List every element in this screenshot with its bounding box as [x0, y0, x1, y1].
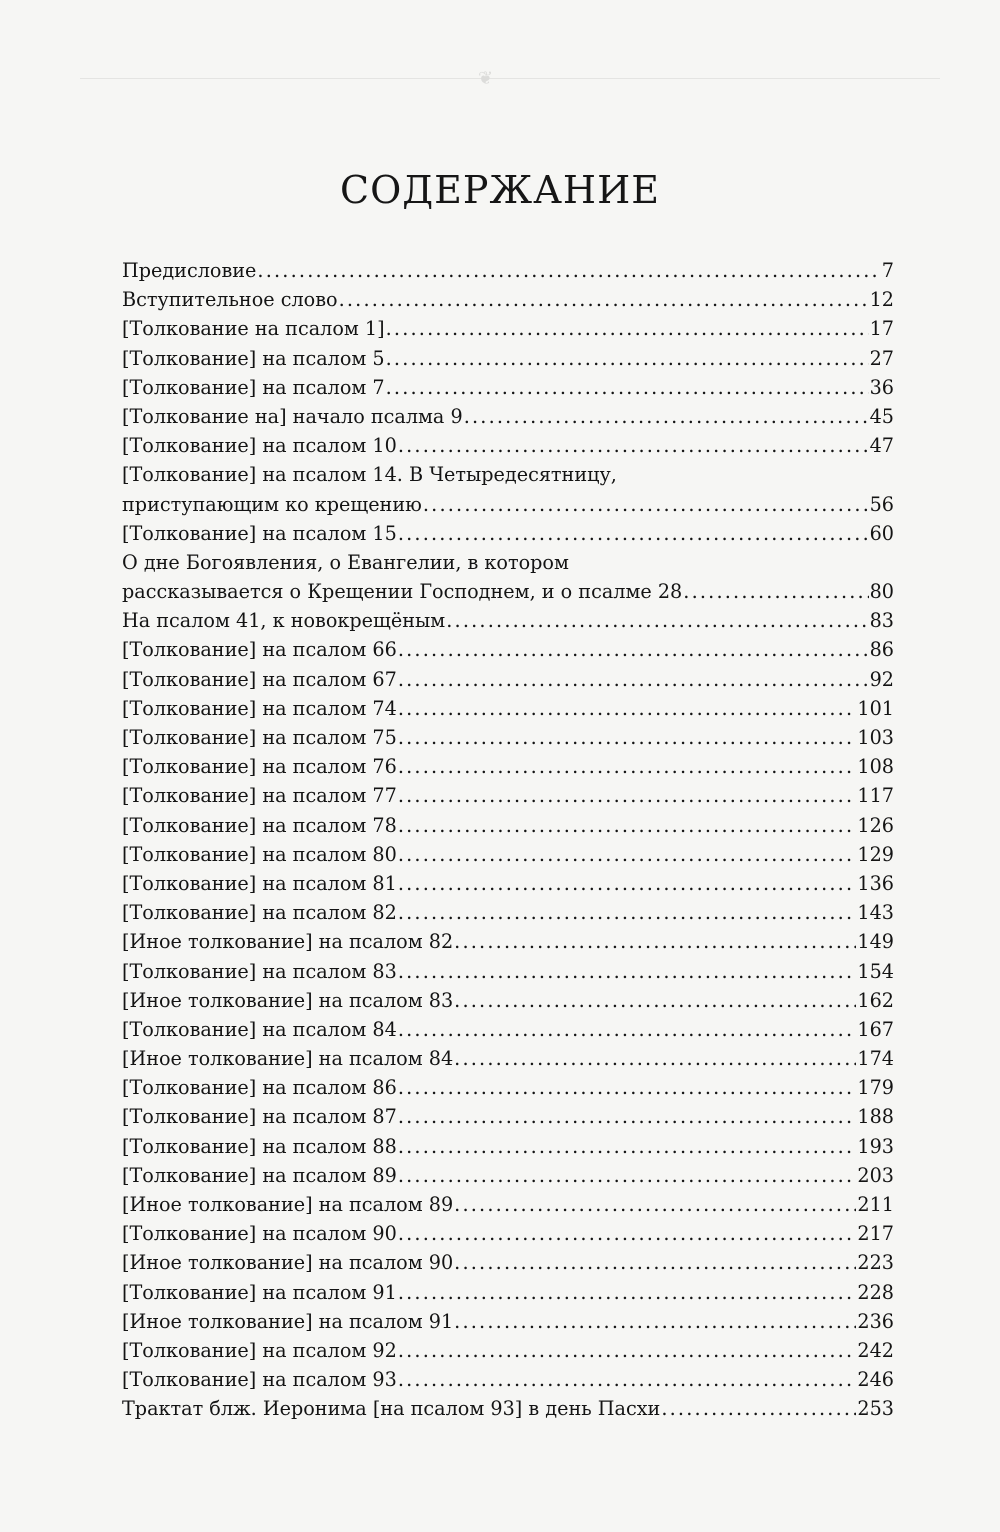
toc-entry[interactable] [122, 1132, 894, 1161]
toc-entry-title-line2: приступающим ко крещению [122, 492, 422, 516]
toc-entry[interactable] [122, 927, 894, 956]
dot-leader [339, 285, 869, 314]
toc-entry[interactable] [122, 840, 894, 869]
toc-entry-title: [Толкование на псалом 1] [122, 317, 385, 341]
dot-leader [661, 1394, 856, 1423]
dot-leader [386, 314, 869, 343]
toc-entry-page: 179 [857, 1076, 894, 1100]
toc-entry-title: [Толкование] на псалом 82 [122, 901, 397, 925]
toc-entry[interactable] [122, 665, 894, 694]
toc-entry-page: 193 [857, 1134, 894, 1158]
dot-leader [683, 577, 868, 606]
toc-entry[interactable] [122, 1248, 894, 1277]
dot-leader [398, 1365, 857, 1394]
dot-leader [423, 490, 869, 519]
toc-entry-page: 217 [857, 1222, 894, 1246]
toc-entry[interactable] [122, 1307, 894, 1336]
dot-leader [398, 1278, 857, 1307]
toc-entry-page: 228 [857, 1280, 894, 1304]
toc-entry-title: [Иное толкование] на псалом 89 [122, 1193, 454, 1217]
toc-entry-title: [Иное толкование] на псалом 83 [122, 988, 454, 1012]
dot-leader [398, 957, 857, 986]
toc-entry-page: 223 [857, 1251, 894, 1275]
toc-entry-page: 86 [869, 638, 894, 662]
toc-entry[interactable] [122, 1073, 894, 1102]
toc-entry-title: [Толкование] на псалом 7 [122, 375, 385, 399]
dot-leader [454, 927, 856, 956]
toc-entry-title: Предисловие [122, 259, 257, 282]
toc-entry[interactable] [122, 256, 894, 285]
toc-entry-title-line1: О дне Богоявления, о Евангелии, в котором [122, 550, 569, 574]
toc-entry[interactable] [122, 1015, 894, 1044]
toc-entry-title: [Толкование] на псалом 5 [122, 346, 385, 370]
toc-entry-title: [Толкование] на псалом 84 [122, 1017, 397, 1041]
toc-entry-page: 12 [869, 288, 894, 312]
toc-entry-page: 27 [869, 346, 894, 370]
toc-entry-page: 167 [857, 1017, 894, 1041]
dot-leader [398, 869, 857, 898]
toc-entry-title-line2: рассказывается о Крещении Господнем, и о псалме 28 [122, 580, 683, 604]
dot-leader [454, 1248, 856, 1277]
toc-entry-title: [Иное толкование] на псалом 84 [122, 1047, 454, 1071]
dot-leader [464, 402, 869, 431]
toc-entry[interactable] [122, 811, 894, 840]
dot-leader [398, 635, 869, 664]
dot-leader [398, 723, 857, 752]
ornament-icon: ❦ [478, 68, 494, 89]
dot-leader [398, 1102, 857, 1131]
dot-leader [398, 519, 869, 548]
header-rule [80, 78, 940, 79]
toc-entry-title: [Толкование] на псалом 10 [122, 434, 397, 458]
dot-leader [398, 781, 857, 810]
toc-entry-page: 236 [857, 1309, 894, 1333]
page-title: СОДЕРЖАНИЕ [340, 168, 660, 212]
toc-entry[interactable] [122, 957, 894, 986]
toc-entry-page: 143 [857, 901, 894, 925]
toc-entry-title: [Толкование] на псалом 89 [122, 1163, 397, 1187]
toc-entry-page: 154 [857, 959, 894, 983]
toc-entry-title: [Толкование] на псалом 88 [122, 1134, 397, 1158]
toc-entry[interactable] [122, 548, 894, 606]
toc-entry-title: Трактат блж. Иеронима [на псалом 93] в день Пасхи [122, 1397, 661, 1421]
toc-entry-page: 253 [857, 1397, 894, 1421]
toc-entry-title: [Толкование] на псалом 67 [122, 667, 397, 691]
toc-entry[interactable] [122, 752, 894, 781]
dot-leader [398, 1336, 857, 1365]
dot-leader [398, 1219, 857, 1248]
toc-entry[interactable] [122, 431, 894, 460]
toc-entry-page: 246 [857, 1368, 894, 1392]
toc-entry-page: 45 [869, 404, 894, 428]
toc-entry-title: [Толкование] на псалом 78 [122, 813, 397, 837]
toc-entry-page: 149 [857, 930, 894, 954]
toc-entry[interactable] [122, 373, 894, 402]
toc-entry-page: 108 [857, 755, 894, 779]
dot-leader [386, 344, 869, 373]
dot-leader [398, 665, 869, 694]
toc-entry[interactable] [122, 460, 894, 518]
toc-entry[interactable] [122, 606, 894, 635]
toc-entry-page: 103 [857, 726, 894, 750]
toc-entry-page: 117 [857, 784, 894, 808]
dot-leader [398, 898, 857, 927]
toc-entry[interactable] [122, 694, 894, 723]
toc-entry-title: [Толкование] на псалом 76 [122, 755, 397, 779]
toc-entry-title: [Толкование на] начало псалма 9 [122, 404, 463, 428]
toc-entry[interactable] [122, 314, 894, 343]
dot-leader [398, 1015, 857, 1044]
toc-entry[interactable] [122, 1278, 894, 1307]
dot-leader [257, 256, 880, 285]
toc-entry-page: 211 [857, 1193, 894, 1217]
toc-entry-title: [Толкование] на псалом 92 [122, 1338, 397, 1362]
toc-entry-title: [Толкование] на псалом 81 [122, 871, 397, 895]
toc-entry-page: 136 [857, 871, 894, 895]
dot-leader [454, 1044, 856, 1073]
toc-entry[interactable] [122, 723, 894, 752]
toc-entry[interactable] [122, 1336, 894, 1365]
dot-leader [454, 1190, 856, 1219]
toc-entry[interactable] [122, 898, 894, 927]
toc-entry-page: 203 [857, 1163, 894, 1187]
dot-leader [398, 1132, 857, 1161]
toc-entry-title: [Толкование] на псалом 93 [122, 1368, 397, 1392]
toc-entry-page: 242 [857, 1338, 894, 1362]
toc-entry[interactable] [122, 635, 894, 664]
dot-leader [386, 373, 869, 402]
toc-entry-page: 17 [869, 317, 894, 341]
toc-entry[interactable] [122, 1394, 894, 1423]
toc-entry[interactable] [122, 285, 894, 314]
toc-entry-title: [Толкование] на псалом 83 [122, 959, 397, 983]
toc-entry-page: 60 [869, 521, 894, 545]
dot-leader [454, 986, 856, 1015]
toc-entry[interactable] [122, 1365, 894, 1394]
toc-entry[interactable] [122, 344, 894, 373]
toc-entry-page: 7 [881, 259, 894, 282]
toc-entry-title: [Толкование] на псалом 15 [122, 521, 397, 545]
toc-entry[interactable] [122, 869, 894, 898]
toc-entry-page: 83 [869, 609, 894, 633]
toc-entry-title: На псалом 41, к новокрещёным [122, 609, 446, 633]
toc-entry[interactable] [122, 1102, 894, 1131]
toc-entry-title: [Толкование] на псалом 75 [122, 726, 397, 750]
dot-leader [398, 431, 869, 460]
toc-entry-title: [Иное толкование] на псалом 91 [122, 1309, 454, 1333]
toc-entry-title: [Иное толкование] на псалом 82 [122, 930, 454, 954]
toc-entry[interactable] [122, 781, 894, 810]
dot-leader [454, 1307, 856, 1336]
dot-leader [398, 694, 857, 723]
toc-entry-page: 162 [857, 988, 894, 1012]
toc-entry-title: Вступительное слово [122, 288, 338, 312]
toc-entry[interactable] [122, 1190, 894, 1219]
toc-entry-title: [Толкование] на псалом 87 [122, 1105, 397, 1129]
toc-entry-page: 101 [857, 696, 894, 720]
dot-leader [398, 1161, 857, 1190]
toc-entry-page: 92 [869, 667, 894, 691]
dot-leader [398, 811, 857, 840]
toc-entry[interactable] [122, 1161, 894, 1190]
toc-entry-page: 80 [869, 580, 894, 604]
toc-entry-page: 129 [857, 842, 894, 866]
toc-entry[interactable] [122, 519, 894, 548]
table-of-contents [122, 256, 894, 1424]
dot-leader [446, 606, 868, 635]
toc-entry-page: 36 [869, 375, 894, 399]
toc-entry[interactable] [122, 986, 894, 1015]
toc-entry[interactable] [122, 402, 894, 431]
dot-leader [398, 840, 857, 869]
toc-entry[interactable] [122, 1044, 894, 1073]
toc-entry-title: [Толкование] на псалом 80 [122, 842, 397, 866]
toc-entry-title-line1: [Толкование] на псалом 14. В Четыредесятницу, [122, 463, 617, 487]
toc-entry-page: 56 [869, 492, 894, 516]
toc-entry-title: [Толкование] на псалом 74 [122, 696, 397, 720]
toc-entry-page: 174 [857, 1047, 894, 1071]
toc-entry-page: 126 [857, 813, 894, 837]
toc-entry-title: [Толкование] на псалом 91 [122, 1280, 397, 1304]
dot-leader [398, 1073, 857, 1102]
toc-entry-title: [Толкование] на псалом 77 [122, 784, 397, 808]
toc-entry-title: [Иное толкование] на псалом 90 [122, 1251, 454, 1275]
toc-entry-title: [Толкование] на псалом 66 [122, 638, 397, 662]
toc-entry-page: 47 [869, 434, 894, 458]
toc-entry-title: [Толкование] на псалом 86 [122, 1076, 397, 1100]
toc-entry-page: 188 [857, 1105, 894, 1129]
toc-entry-title: [Толкование] на псалом 90 [122, 1222, 397, 1246]
dot-leader [398, 752, 857, 781]
toc-entry[interactable] [122, 1219, 894, 1248]
